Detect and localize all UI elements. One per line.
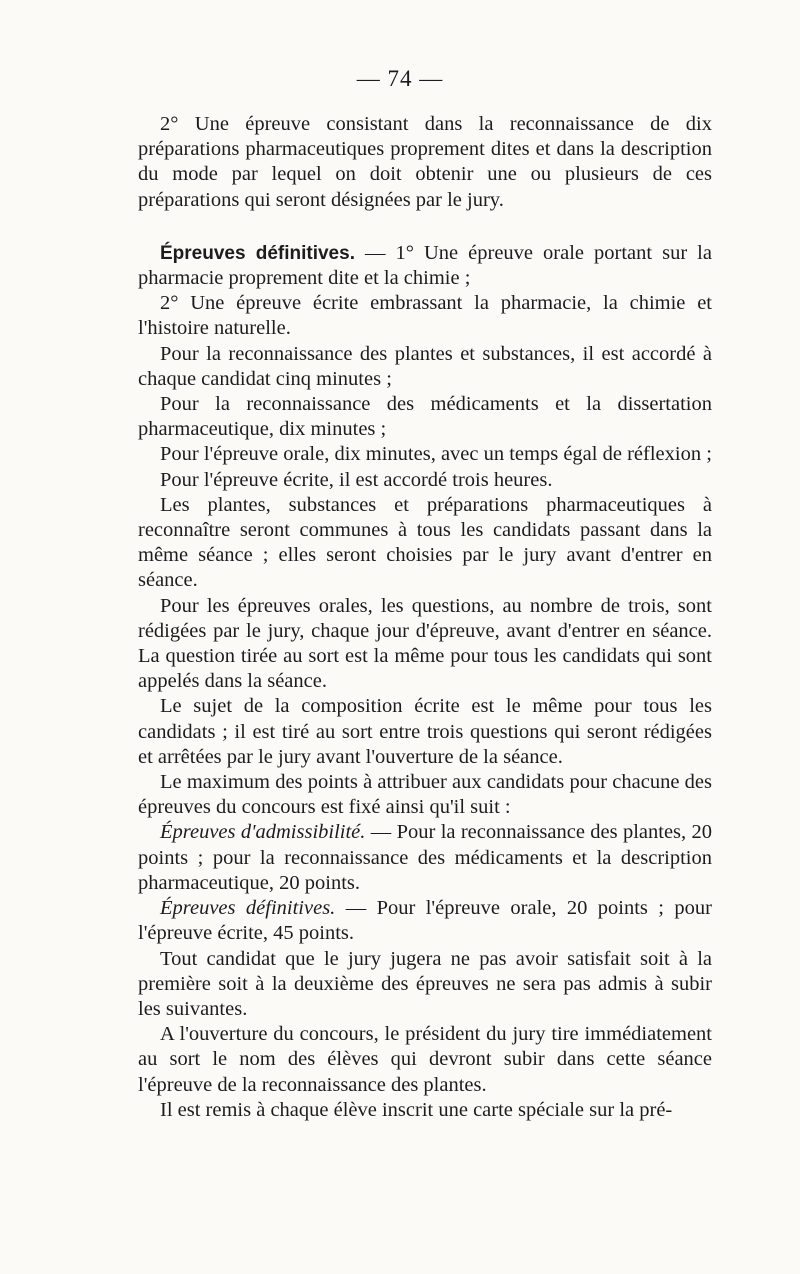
paragraph: Épreuves définitives. — 1° Une épreuve orale portant sur la pharmacie proprement dite et la chimie ; xyxy=(138,241,712,290)
page-number: — 74 — xyxy=(356,66,444,91)
paragraph: Épreuves définitives. — Pour l'épreuve orale, 20 points ; pour l'épreuve écrite, 45 points. xyxy=(138,897,712,945)
paragraph: Pour la reconnaissance des médicaments et la dissertation pharmaceutique, dix minutes ; xyxy=(138,393,712,441)
paragraph: Il est remis à chaque élève inscrit une carte spéciale sur la pré- xyxy=(160,1098,673,1121)
italic-heading: Épreuves définitives. xyxy=(160,897,336,920)
paragraph: Pour l'épreuve écrite, il est accordé trois heures. xyxy=(160,468,553,491)
paragraph: Le sujet de la composition écrite est le même pour tous les candidats ; il est tiré au sort entre trois questions qui seront rédigées et arrêtées par le jury avant l'ouverture de la séance. xyxy=(138,695,712,768)
italic-heading: Épreuves d'admissibilité. xyxy=(160,821,366,844)
paragraph: 2° Une épreuve écrite embrassant la pharmacie, la chimie et l'histoire naturelle. xyxy=(138,292,712,340)
paragraph: A l'ouverture du concours, le président du jury tire immédiatement au sort le nom des élèves qui devront subir dans cette séance l'épreuve de la reconnaissance des plantes. xyxy=(138,1023,712,1096)
paragraph: Le maximum des points à attribuer aux candidats pour chacune des épreuves du concours est fixé ainsi qu'il suit : xyxy=(138,771,712,819)
section-heading: Épreuves définitives. xyxy=(160,242,355,264)
paragraph: 2° Une épreuve consistant dans la reconnaissance de dix préparations pharmaceutiques proprement dites et dans la description du mode par lequel on doit obtenir une ou plusieurs de ces préparations qui seront désignées par le jury. xyxy=(138,113,712,211)
body-text xyxy=(138,112,712,1123)
paragraph: Pour la reconnaissance des plantes et substances, il est accordé à chaque candidat cinq minutes ; xyxy=(138,342,712,390)
paragraph: Les plantes, substances et préparations pharmaceutiques à reconnaître seront communes à tous les candidats passant dans la même séance ; elles seront choisies par le jury avant d'entrer en séance. xyxy=(138,493,712,592)
paragraph: Tout candidat que le jury jugera ne pas avoir satisfait soit à la première soit à la deuxième des épreuves ne sera pas admis à subir les suivantes. xyxy=(138,947,712,1020)
paragraph: Épreuves d'admissibilité. — Pour la reconnaissance des plantes, 20 points ; pour la reconnaissance des médicaments et la description pharmaceutique, 20 points. xyxy=(138,821,712,894)
paragraph: Pour les épreuves orales, les questions, au nombre de trois, sont rédigées par le jury, chaque jour d'épreuve, avant d'entrer en séance. La question tirée au sort est la même pour tous les candidats qui sont appelés dans la séance. xyxy=(138,594,712,693)
paragraph: Pour l'épreuve orale, dix minutes, avec un temps égal de réflexion ; xyxy=(160,443,712,466)
